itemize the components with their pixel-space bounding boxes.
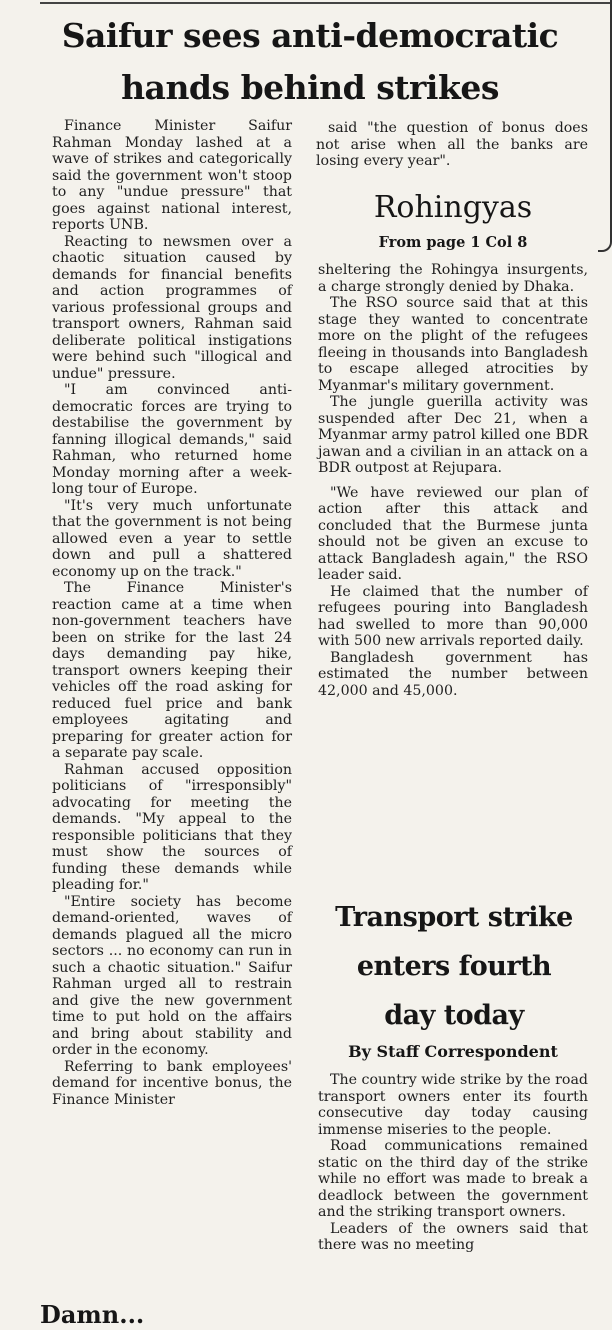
transport-paragraph: Leaders of the owners said that there was no meeting — [318, 1220, 588, 1253]
column-bracket — [598, 0, 612, 252]
transport-headline — [312, 893, 596, 1040]
byline: By Staff Correspondent — [348, 1042, 558, 1061]
rohingyas-column — [318, 262, 588, 699]
continuation-paragraph: said "the question of bonus does not arise when all the banks are losing every year". — [316, 120, 588, 169]
article-paragraph: "It's very much unfortunate that the government is not being allowed even a year to settle down and pull a shattered economy up on the track." — [52, 497, 292, 580]
transport-headline-line-1: Transport strike — [335, 902, 573, 933]
article-left-column — [52, 118, 292, 1108]
rohingyas-paragraph: The RSO source said that at this stage they wanted to concentrate more on the plight of the refugees fleeing in thousands into Bangladesh to escape alleged atrocities by Myanmar's military government. — [318, 295, 588, 394]
top-rule — [40, 2, 610, 4]
next-article-headline: Damn... — [40, 1300, 145, 1329]
rohingyas-paragraph: He claimed that the number of refugees pouring into Bangladesh had swelled to more than 90,000 with 500 new arrivals reported daily. — [318, 583, 588, 649]
rohingyas-paragraph: The jungle guerilla activity was suspended after Dec 21, when a Myanmar army patrol killed one BDR jawan and a civilian in an attack on a BDR outpost at Rejupara. — [318, 394, 588, 476]
article-continuation — [316, 120, 588, 170]
transport-column — [318, 1072, 588, 1254]
headline-line-1: Saifur sees anti-democratic — [61, 16, 559, 55]
rohingyas-paragraph: sheltering the Rohingya insurgents, a charge strongly denied by Dhaka. — [318, 262, 588, 295]
main-headline — [30, 10, 590, 114]
headline-line-2: hands behind strikes — [121, 68, 499, 107]
article-paragraph: The Finance Minister's reaction came at a time when non-government teachers have been on strike for the last 24 days demanding pay hike, transport owners keeping their vehicles off the road asking for reduced fuel price and bank employees agitating and preparing for greater action for a separate pay scale. — [52, 580, 292, 761]
transport-headline-line-2: enters fourth — [356, 951, 552, 982]
article-paragraph: "Entire society has become demand-oriented, waves of demands plagued all the micro sectors ... no economy can run in such a chaotic situation." Saifur Rahman urged all to restrain and give the new government time to put hold on the affairs and bring about stability and order in the economy. — [52, 893, 292, 1058]
transport-paragraph: The country wide strike by the road transport owners enter its fourth consecutive day today causing immense miseries to the people. — [318, 1072, 588, 1138]
article-paragraph: Rahman accused opposition politicians of "irresponsibly" advocating for meeting the demands. "My appeal to the responsible politicians that they must show the sources of funding these demands while pleading for." — [52, 761, 292, 893]
transport-paragraph: Road communications remained static on the third day of the strike while no effort was made to break a deadlock between the government and the striking transport owners. — [318, 1138, 588, 1220]
article-paragraph: "I am convinced anti-democratic forces are trying to destabilise the government by fanning illogical demands," said Rahman, who returned home Monday morning after a week-long tour of Europe. — [52, 382, 292, 497]
transport-headline-line-3: day today — [384, 1000, 524, 1031]
article-paragraph: Referring to bank employees' demand for incentive bonus, the Finance Minister — [52, 1058, 292, 1108]
rohingyas-headline: Rohingyas — [373, 190, 533, 225]
article-paragraph: Finance Minister Saifur Rahman Monday lashed at a wave of strikes and categorically said the government won't stoop to any "undue pressure" that goes against national interest, reports UNB. — [52, 118, 292, 233]
rohingyas-paragraph: Bangladesh government has estimated the number between 42,000 and 45,000. — [318, 649, 588, 699]
rohingyas-from-page: From page 1 Col 8 — [378, 234, 528, 251]
rohingyas-paragraph: "We have reviewed our plan of action after this attack and concluded that the Burmese junta should not be given an excuse to attack Bangladesh again," the RSO leader said. — [318, 484, 588, 583]
article-paragraph: Reacting to newsmen over a chaotic situation caused by demands for financial benefits and action programmes of various professional groups and transport owners, Rahman said deliberate political instigations were behind such "illogical and undue" pressure. — [52, 233, 292, 382]
